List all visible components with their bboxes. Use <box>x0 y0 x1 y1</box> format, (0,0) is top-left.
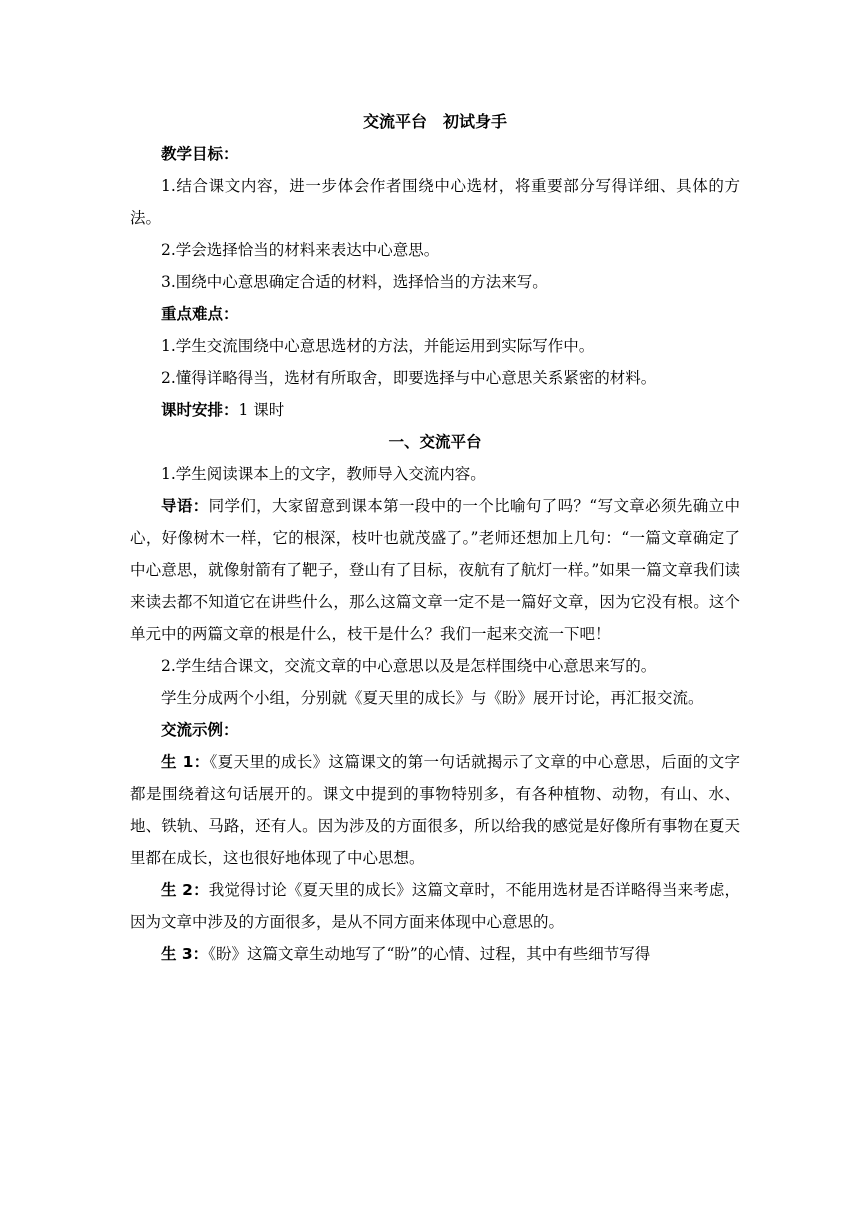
document-content <box>130 106 740 970</box>
key-point-item: 2.懂得详略得当，选材有所取舍，即要选择与中心意思关系紧密的材料。 <box>161 369 657 387</box>
section-title: 一、交流平台 <box>388 433 482 451</box>
key-point-item: 1.学生交流围绕中心意思选材的方法，并能运用到实际写作中。 <box>161 337 595 355</box>
key-points-heading: 重点难点： <box>161 305 239 323</box>
guide-text: 同学们，大家留意到课本第一段中的一个比喻句了吗？“写文章必须先确立中心，好像树木一样，它的根深，枝叶也就茂盛了。”老师还想加上几句：“一篇文章确定了中心意思，就像射箭有了靶子，登山有了目标，夜航有了航灯一样。”如果一篇文章我们读来读去都不知道它在讲些什么，那么这篇文章一定不是一篇好文章，因为它没有根。这个单元中的两篇文章的根是什么，枝干是什么？我们一起来交流一下吧！ <box>130 497 740 643</box>
example-heading: 交流示例： <box>161 721 239 739</box>
student-label: 生 2： <box>161 881 209 899</box>
objective-item: 1.结合课文内容，进一步体会作者围绕中心选材，将重要部分写得详细、具体的方法。 <box>130 177 740 227</box>
step-2: 2.学生结合课文，交流文章的中心意思以及是怎样围绕中心意思来写的。 <box>161 657 657 675</box>
guide-paragraph <box>130 490 740 650</box>
student-label: 生 1： <box>161 753 210 771</box>
objective-item: 2.学会选择恰当的材料来表达中心意思。 <box>161 241 440 259</box>
page-title: 交流平台 初试身手 <box>362 112 507 131</box>
student-label: 生 3： <box>161 945 209 963</box>
objective-item: 3.围绕中心意思确定合适的材料，选择恰当的方法来写。 <box>161 273 548 291</box>
schedule-line <box>130 394 740 426</box>
example-paragraph <box>130 938 740 970</box>
step-1: 1.学生阅读课本上的文字，教师导入交流内容。 <box>161 465 486 483</box>
student-text: 我觉得讨论《夏天里的成长》这篇文章时，不能用选材是否详略得当来考虑，因为文章中涉及的方面很多，是从不同方面来体现中心意思的。 <box>130 881 740 931</box>
example-paragraph <box>130 746 740 874</box>
group-paragraph: 学生分成两个小组，分别就《夏天里的成长》与《盼》展开讨论，再汇报交流。 <box>161 689 704 707</box>
guide-label: 导语： <box>161 497 209 515</box>
schedule-value: 1 课时 <box>238 401 285 419</box>
student-text: 《盼》这篇文章生动地写了“盼”的心情、过程，其中有些细节写得 <box>208 945 651 963</box>
student-text: 《夏天里的成长》这篇课文的第一句话就揭示了文章的中心意思，后面的文字都是围绕着这句话展开的。课文中提到的事物特别多，有各种植物、动物，有山、水、地、铁轨、马路，还有人。因为涉及的方面很多，所以给我的感觉是好像所有事物在夏天里都在成长，这也很好地体现了中心思想。 <box>130 753 740 867</box>
schedule-label: 课时安排： <box>161 401 239 419</box>
objectives-heading: 教学目标： <box>161 145 239 163</box>
example-paragraph <box>130 874 740 938</box>
